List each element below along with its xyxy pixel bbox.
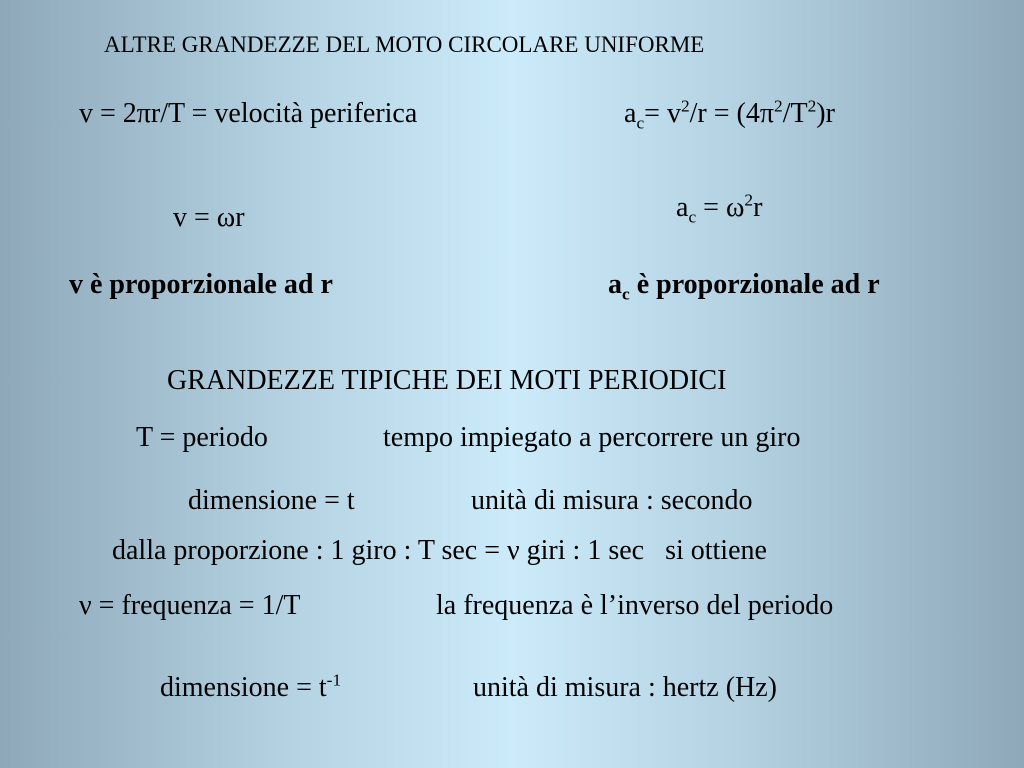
frequency-unit: unità di misura : hertz (Hz) bbox=[473, 672, 778, 703]
statement-velocity-proportional: v è proporzionale ad r bbox=[69, 269, 333, 300]
frequency-dimension: dimensione = $t^{-1}$ bbox=[160, 670, 342, 703]
frequency-description: la frequenza è l’inverso del periodo bbox=[436, 590, 834, 621]
statement-acceleration-proportional: $a_c$ è proporzionale ad r bbox=[608, 269, 880, 304]
formula-velocity-omega: v = ωr bbox=[173, 202, 245, 233]
formula-centripetal-acceleration: $a_c= v^2/r = (4\pi^2/T^2)r$ bbox=[624, 96, 835, 133]
formula-peripheral-velocity: v = 2πr/T = velocità periferica bbox=[79, 98, 418, 129]
period-dimension: dimensione = t bbox=[188, 485, 355, 516]
period-label: T = periodo bbox=[136, 422, 268, 453]
proportion-statement: dalla proporzione : 1 giro : T sec = ν giri : 1 sec si ottiene bbox=[112, 535, 767, 566]
frequency-definition: ν = frequenza = 1/T bbox=[79, 590, 301, 621]
formula-acceleration-omega: $a_c = \omega^2r$ bbox=[676, 190, 763, 227]
slide-title: ALTRE GRANDEZZE DEL MOTO CIRCOLARE UNIFORME bbox=[104, 32, 705, 57]
section-heading-periodic: GRANDEZZE TIPICHE DEI MOTI PERIODICI bbox=[167, 365, 727, 396]
period-unit: unità di misura : secondo bbox=[471, 485, 753, 516]
period-description: tempo impiegato a percorrere un giro bbox=[383, 422, 801, 453]
